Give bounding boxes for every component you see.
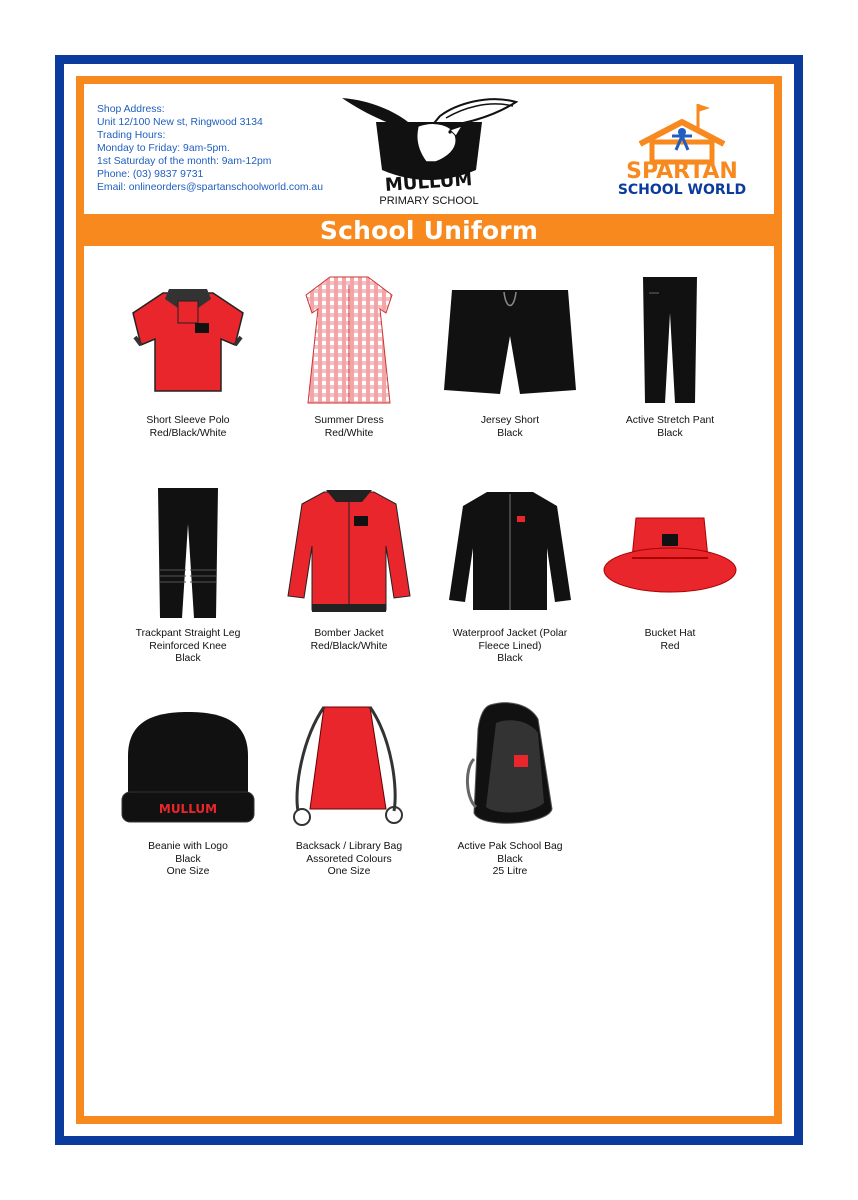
- item-caption: [430, 415, 590, 440]
- item-caption-line: Jersey Short: [480, 415, 540, 426]
- spartan-logo-line2: SCHOOL WORLD: [617, 182, 747, 198]
- uniform-item-bomber-jacket: [269, 478, 429, 653]
- item-caption-line: Red/White: [324, 427, 374, 439]
- item-caption-line: Black: [175, 853, 201, 865]
- item-caption: [269, 628, 429, 653]
- mullum-school-logo: [338, 92, 520, 210]
- item-caption-line: Backsack / Library Bag: [295, 841, 403, 852]
- uniform-item-backsack: [269, 691, 429, 879]
- uniform-item-stretch-pant: [590, 265, 750, 440]
- polo-shirt-icon: [123, 285, 253, 395]
- item-caption-line: Short Sleeve Polo: [146, 415, 230, 426]
- item-caption-line: One Size: [166, 866, 210, 877]
- item-caption-line: Trackpant Straight Leg: [135, 628, 241, 639]
- item-caption: [430, 628, 590, 666]
- beanie-badge-text: MULLUM: [158, 802, 218, 816]
- item-caption: [430, 841, 590, 879]
- item-caption-line: Bomber Jacket: [314, 628, 384, 639]
- beanie-icon: [118, 706, 258, 826]
- uniform-item-waterproof-jacket: [430, 478, 590, 666]
- uniform-item-trackpant: [108, 478, 268, 666]
- item-caption-line: Active Stretch Pant: [625, 415, 715, 426]
- uniform-item-polo: [108, 265, 268, 440]
- uniform-item-school-bag: [430, 691, 590, 879]
- stretch-pant-icon: [635, 273, 705, 407]
- item-caption-line: Red/Black/White: [149, 427, 227, 439]
- item-caption: [108, 415, 268, 440]
- item-caption-line: Bucket Hat: [644, 628, 696, 639]
- item-caption-line: One Size: [327, 866, 371, 877]
- item-caption-line: Reinforced Knee: [149, 640, 227, 652]
- item-caption-line: Red/Black/White: [310, 640, 388, 652]
- item-caption-line: Active Pak School Bag: [457, 841, 563, 852]
- item-caption: [590, 628, 750, 653]
- trackpant-icon: [148, 484, 228, 622]
- shop-info-line: Unit 12/100 New st, Ringwood 3134: [97, 117, 263, 128]
- item-caption-line: Black: [497, 653, 523, 664]
- bucket-hat-icon: [602, 508, 738, 598]
- item-caption: [269, 841, 429, 879]
- item-caption: [590, 415, 750, 440]
- uniform-item-jersey-short: [430, 265, 590, 440]
- item-caption-line: Black: [657, 427, 683, 439]
- spartan-school-world-logo: [612, 100, 752, 198]
- jersey-short-icon: [440, 280, 580, 400]
- shop-info-line: 1st Saturday of the month: 9am-12pm: [97, 156, 272, 167]
- page-title: School Uniform: [319, 215, 539, 245]
- item-caption-line: Black: [497, 427, 523, 439]
- spartan-logo-line1: SPARTAN: [626, 159, 738, 184]
- backsack-icon: [284, 699, 414, 833]
- shop-info: [97, 103, 323, 194]
- item-caption-line: Summer Dress: [314, 415, 384, 426]
- item-caption: [269, 415, 429, 440]
- shop-info-line: Monday to Friday: 9am-5pm.: [97, 143, 230, 154]
- uniform-item-summer-dress: [269, 265, 429, 440]
- mullum-logo-subtitle: PRIMARY SCHOOL: [379, 195, 479, 207]
- item-caption-line: 25 Litre: [492, 866, 528, 877]
- summer-dress-icon: [294, 273, 404, 407]
- waterproof-jacket-icon: [445, 486, 575, 620]
- shop-info-line: Trading Hours:: [97, 130, 166, 141]
- shop-info-line: Phone: (03) 9837 9731: [97, 169, 204, 180]
- school-bag-icon: [460, 699, 560, 833]
- title-bar: [84, 214, 774, 246]
- shop-info-line: Email: onlineorders@spartanschoolworld.com.au: [97, 182, 323, 193]
- item-caption-line: Assoreted Colours: [306, 853, 392, 865]
- item-caption-line: Black: [497, 853, 523, 865]
- item-caption-line: Red: [660, 640, 680, 652]
- mullum-logo-name: MULLUM: [384, 168, 473, 197]
- item-caption: [108, 841, 268, 879]
- uniform-item-bucket-hat: [590, 478, 750, 653]
- uniform-item-beanie: [108, 691, 268, 879]
- shop-info-line: Shop Address:: [97, 104, 165, 115]
- item-caption-line: Beanie with Logo: [148, 841, 228, 852]
- item-caption-line: Black: [175, 653, 201, 664]
- item-caption: [108, 628, 268, 666]
- item-caption-line: Waterproof Jacket (Polar: [452, 628, 568, 639]
- bomber-jacket-icon: [284, 486, 414, 620]
- item-caption-line: Fleece Lined): [478, 640, 542, 652]
